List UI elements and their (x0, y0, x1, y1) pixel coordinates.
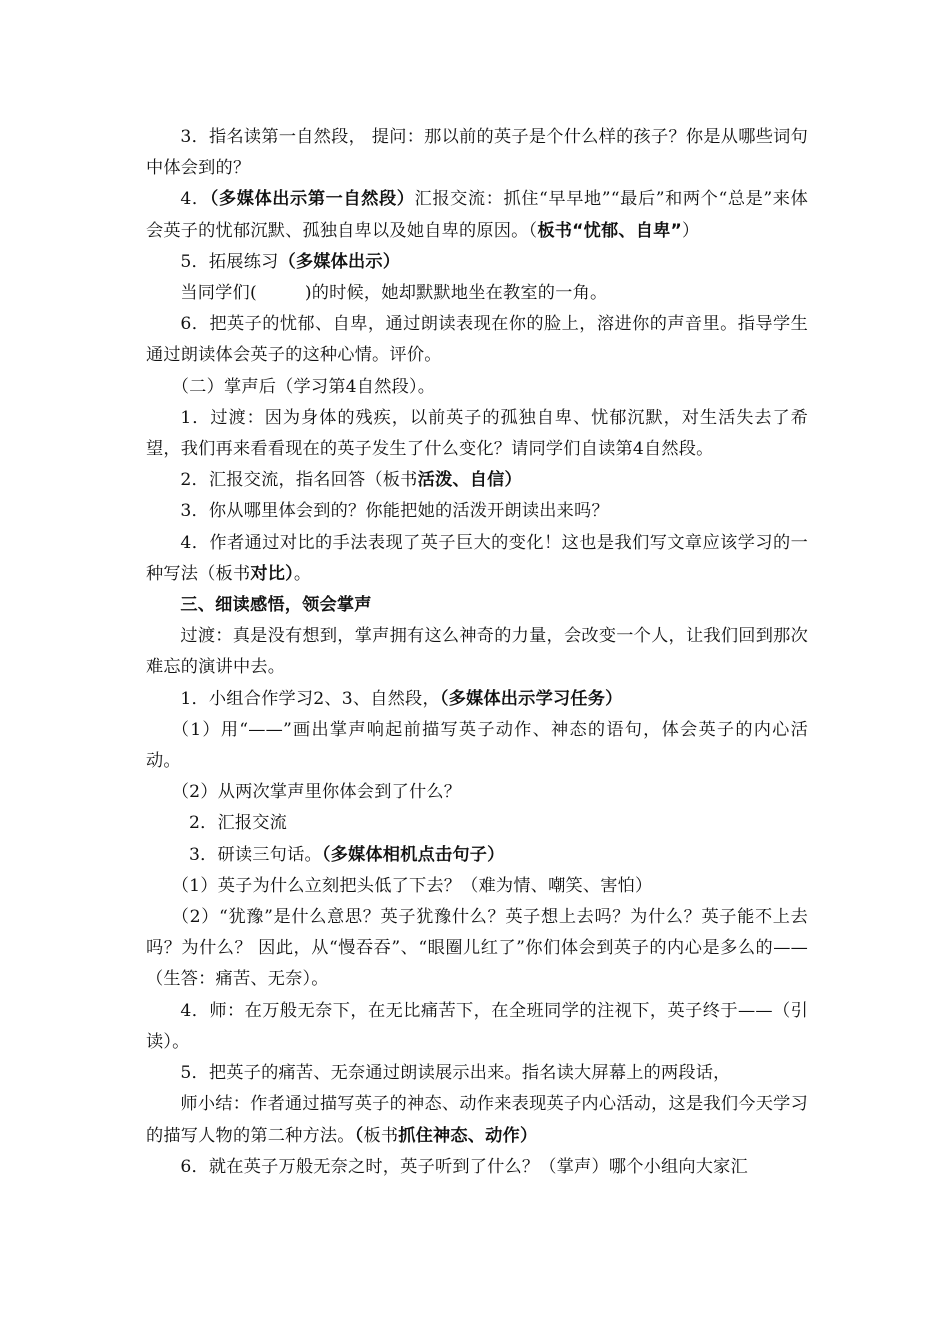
bold-text: （多媒体出示第一自然段） (209, 189, 415, 210)
text-run: 6．就在英子万般无奈之时，英子听到了什么？（掌声）哪个小组向大家汇 (180, 1156, 748, 1177)
bold-text: 对比） (250, 563, 294, 584)
paragraph (146, 684, 808, 715)
paragraph (146, 902, 808, 996)
text-run: 板书 (363, 1125, 399, 1146)
paragraph (146, 309, 808, 371)
bold-text: （多媒体出示） (278, 251, 401, 272)
text-run: 汇报交流：抓住“早早地”“最后”和两个“总是”来体会英子的忧郁沉默、孤独自卑以及她自卑的原因。（ (146, 189, 808, 241)
paragraph (146, 996, 808, 1058)
text-run: 2．汇报交流 (189, 813, 288, 834)
text-run: 师小结：作者通过描写英子的神态、动作来表现英子内心活动，这是我们今天学习的描写人物的第二种方法。 (146, 1094, 808, 1146)
paragraph (146, 590, 808, 621)
bold-text: 活泼、自信） (417, 470, 522, 491)
text-run: 5．拓展练习 (180, 251, 279, 272)
paragraph (146, 528, 808, 590)
text-run: 过渡：真是没有想到，掌声拥有这么神奇的力量，会改变一个人，让我们回到那次难忘的演讲中去。 (146, 626, 808, 678)
text-run: 4．师：在万般无奈下，在无比痛苦下，在全班同学的注视下，英子终于——（引读）。 (146, 1000, 808, 1052)
paragraph (146, 1089, 808, 1151)
paragraph (146, 372, 808, 403)
paragraph (146, 496, 808, 527)
paragraph (146, 621, 808, 683)
paragraph (146, 777, 808, 808)
bold-text: 三、细读感悟，领会掌声 (180, 595, 372, 616)
text-run: 1．过渡：因为身体的残疾，以前英子的孤独自卑、忧郁沉默，对生活失去了希望，我们再来看看现在的英子发生了什么变化？请同学们自读第4自然段。 (146, 407, 808, 460)
bold-text: （多媒体出示学习任务） (439, 688, 623, 709)
text-run: 3．研读三句话。 (189, 844, 322, 865)
paragraph (146, 1152, 808, 1183)
paragraph (146, 403, 808, 465)
text-run: （1）英子为什么立刻把头低了下去？（难为情、嘲笑、害怕） (171, 875, 653, 896)
text-run: 3．你从哪里体会到的？你能把她的活泼开朗读出来吗？ (180, 501, 609, 522)
paragraph (146, 808, 808, 839)
text-run: 6．把英子的忧郁、自卑，通过朗读表现在你的脸上，溶进你的声音里。指导学生通过朗读体会英子的这种心情。评价。 (146, 314, 808, 366)
bold-text: （ (354, 1125, 364, 1146)
text-run: 。 (293, 563, 312, 584)
paragraph (146, 122, 808, 184)
paragraph (146, 465, 808, 496)
text-run: 当同学们( (180, 283, 257, 304)
paragraph (146, 840, 808, 871)
text-run: 1．小组合作学习2、3、自然段， (180, 688, 440, 709)
text-run: 3．指名读第一自然段， 提问：那以前的英子是个什么样的孩子？你是从哪些词句中体会到的？ (146, 127, 808, 179)
text-run: （1）用“——”画出掌声响起前描写英子动作、神态的语句，体会英子的内心活动。 (146, 719, 808, 772)
text-run: 2．汇报交流，指名回答（板书 (180, 470, 418, 491)
bold-text: 板书“忧郁、自卑” (537, 220, 683, 241)
text-run: （二）掌声后（学习第4自然段）。 (171, 376, 436, 397)
text-run: 4．作者通过对比的手法表现了英子巨大的变化！这也是我们写文章应该学习的一种写法（板书 (146, 532, 808, 584)
paragraph (146, 715, 808, 777)
text-run: （2）从两次掌声里你体会到了什么？ (171, 782, 462, 803)
text-run: 5．把英子的痛苦、无奈通过朗读展示出来。指名读大屏幕上的两段话， (180, 1063, 731, 1084)
text-run: ） (682, 220, 700, 241)
bold-text: 抓住神态、动作） (398, 1125, 538, 1146)
paragraph (146, 1058, 808, 1089)
paragraph (146, 184, 808, 246)
text-run: )的时候，她却默默地坐在教室的一角。 (304, 283, 608, 304)
paragraph (146, 871, 808, 902)
text-run: 4． (180, 189, 210, 210)
paragraph (146, 247, 808, 278)
text-run: （2）“犹豫”是什么意思？英子犹豫什么？英子想上去吗？为什么？英子能不上去吗？为什么？ 因此，从“慢吞吞”、“眼圈儿红了”你们体会到英子的内心是多么的——（生答：痛苦、无奈）。 (146, 907, 808, 990)
bold-text: （多媒体相机点击句子） (321, 844, 505, 865)
paragraph (146, 278, 808, 309)
